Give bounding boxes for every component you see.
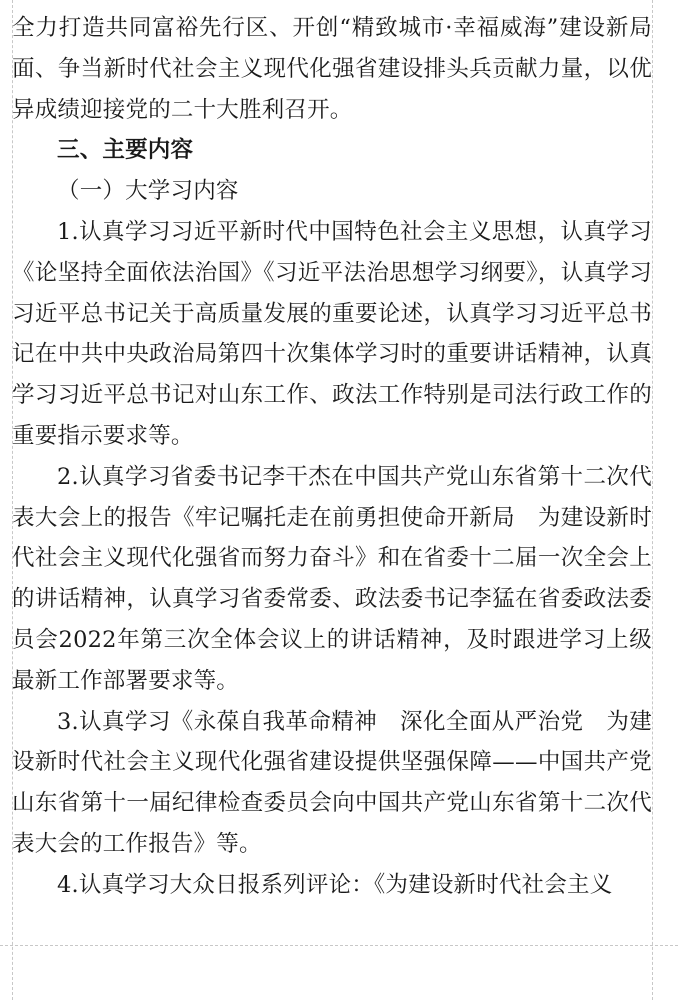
subsection-heading: （一）大学习内容 [57,178,239,205]
list-item-2: 2.认真学习省委书记李干杰在中国共产党山东省第十二次代表大会上的报告《牢记嘱托走在前勇担使命开新局 为建设新时代社会主义现代化强省而努力奋斗》和在省委十二届一次全会上的讲话精神，认真学习省委常委、政法委书记李猛在省委政法委员会2022年第三次全体会议上的讲话精神，及时跟进学习上级最新工作部署要求等。 [12,463,652,694]
right-margin-guide [652,0,653,1000]
list-item-3: 3.认真学习《永葆自我革命精神 深化全面从严治党 为建设新时代社会主义现代化强省建设提供坚强保障——中国共产党山东省第十一届纪律检查委员会向中国共产党山东省第十二次代表大会的工作报告》等。 [12,708,652,857]
continuation-paragraph: 全力打造共同富裕先行区、开创“精致城市·幸福威海”建设新局面、争当新时代社会主义现代化强省建设排头兵贡献力量，以优异成绩迎接党的二十大胜利召开。 [12,15,652,123]
list-item-1: 1.认真学习习近平新时代中国特色社会主义思想，认真学习《论坚持全面依法治国》《习近平法治思想学习纲要》，认真学习习近平总书记关于高质量发展的重要论述，认真学习习近平总书记在中共中央政治局第四十次集体学习时的重要讲话精神，认真学习习近平总书记对山东工作、政法工作特别是司法行政工作的重要指示要求等。 [12,218,652,449]
list-item-4: 4.认真学习大众日报系列评论：《为建设新时代社会主义 [57,871,613,898]
bottom-margin-guide [0,945,678,946]
section-heading: 三、主要内容 [57,137,194,164]
document-body [12,8,652,906]
